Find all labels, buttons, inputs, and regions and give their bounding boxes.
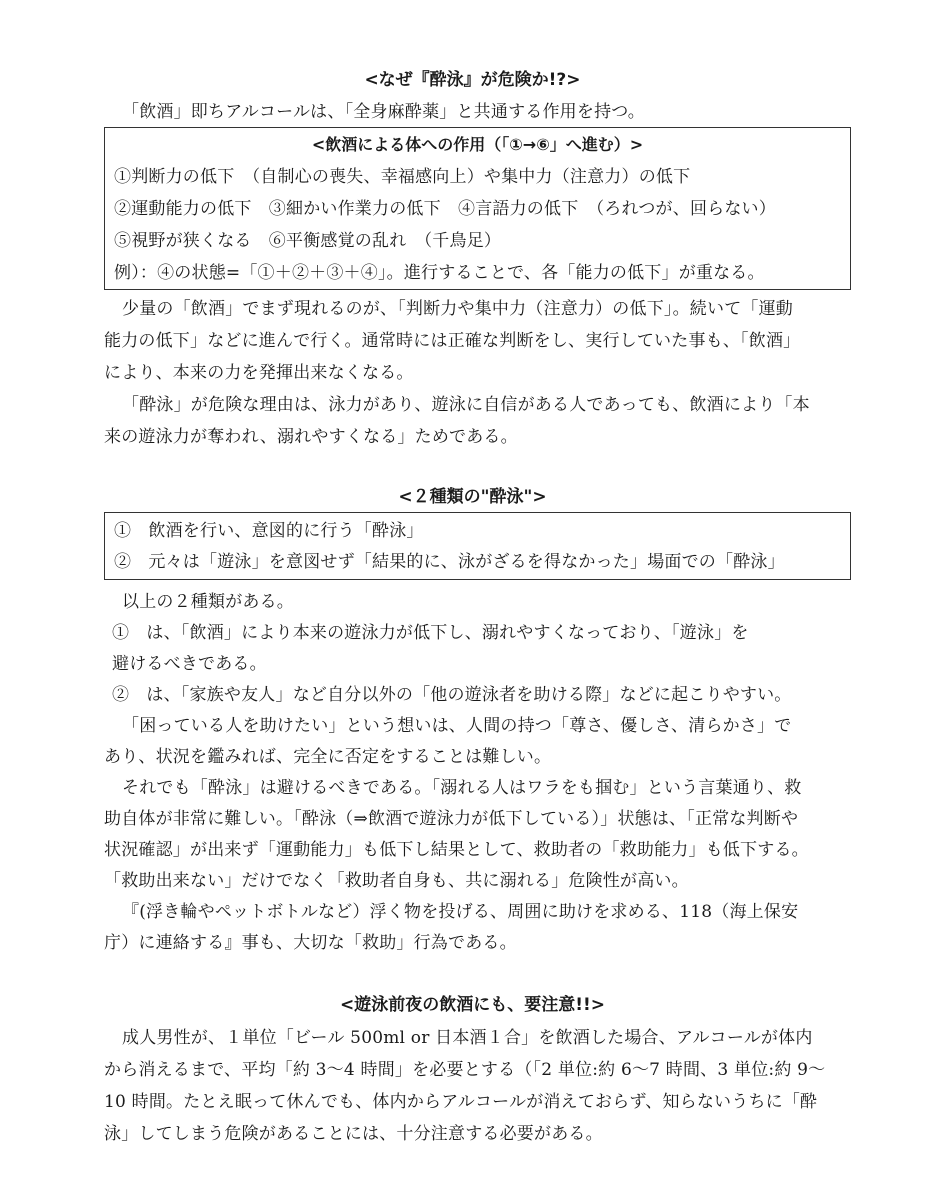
section2-paragraph-line: 状況確認」が出来ず「運動能力」も低下し結果として、救助者の「救助能力」も低下する。 [104, 840, 809, 860]
types-line-1: ① 飲酒を行い、意図的に行う「酔泳」 [114, 521, 424, 541]
section1-paragraph-line: 少量の「飲酒」でまず現れるのが、「判断力や集中力（注意力）の低下」。続いて「運動 [122, 299, 793, 319]
section1-paragraph-line: 能力の低下」などに進んで行く。通常時には正確な判断をし、実行していた事も、「飲酒」 [104, 331, 801, 351]
effects-line-3: ⑤視野が狭くなる ⑥平衡感覚の乱れ （千鳥足） [114, 231, 502, 251]
section3-paragraph-line: から消えるまで、平均「約 3～4 時間」を必要とする（「2 単位:約 6～7 時間、3 単位:約 9～ [104, 1060, 826, 1080]
types-box [104, 512, 851, 580]
effects-line-4: 例）：④の状態=「①＋②＋③＋④」。進行することで、各「能力の低下」が重なる。 [114, 263, 765, 283]
section1-heading: <なぜ『酔泳』が危険か!?> [364, 70, 581, 90]
section3-paragraph-line: 10 時間。たとえ眠って休んでも、体内からアルコールが消えておらず、知らないうちに「酔 [104, 1092, 818, 1112]
section1-paragraph-line: 来の遊泳力が奪われ、溺れやすくなる」ためである。 [104, 427, 518, 447]
section1-paragraph-line: 「酔泳」が危険な理由は、泳力があり、遊泳に自信がある人であっても、飲酒により「本 [122, 395, 810, 415]
section2-paragraph-line: 避けるべきである。 [112, 654, 267, 674]
section2-paragraph-line: ② は、「家族や友人」など自分以外の「他の遊泳者を助ける際」などに起こりやすい。 [112, 685, 792, 705]
types-line-2: ② 元々は「遊泳」を意図せず「結果的に、泳がざるを得なかった」場面での「酔泳」 [114, 552, 785, 572]
section1-intro: 「飲酒」即ちアルコールは、「全身麻酔薬」と共通する作用を持つ。 [122, 102, 645, 122]
section2-paragraph-line: 「困っている人を助けたい」という想いは、人間の持つ「尊さ、優しさ、清らかさ」で [122, 716, 792, 736]
section2-paragraph-line: それでも「酔泳」は避けるべきである。「溺れる人はワラをも掴む」という言葉通り、救 [122, 778, 802, 798]
section2-paragraph-line: あり、状況を鑑みれば、完全に否定をすることは難しい。 [104, 747, 552, 767]
section2-paragraph-line: 助自体が非常に難しい。「酔泳（⇒飲酒で遊泳力が低下している）」状態は、「正常な判断や [104, 809, 799, 829]
effects-line-2: ②運動能力の低下 ③細かい作業力の低下 ④言語力の低下 （ろれつが、回らない） [114, 199, 776, 219]
section2-paragraph-line: 「救助出来ない」だけでなく「救助者自身も、共に溺れる」危険性が高い。 [104, 871, 689, 891]
section3-paragraph-line: 泳」してしまう危険があることには、十分注意する必要がある。 [104, 1124, 603, 1144]
section2-paragraph-line: 庁）に連絡する』事も、大切な「救助」行為である。 [104, 933, 517, 953]
effects-line-1: ①判断力の低下 （自制心の喪失、幸福感向上）や集中力（注意力）の低下 [114, 167, 691, 187]
section2-paragraph-line: ① は、「飲酒」により本来の遊泳力が低下し、溺れやすくなっており、「遊泳」を [112, 623, 749, 643]
section2-paragraph-line: 以上の２種類がある。 [122, 592, 294, 612]
section2-heading: <２種類の"酔泳"> [398, 487, 547, 507]
section2-paragraph-line: 『(浮き輪やペットボトルなど）浮く物を投げる、周囲に助けを求める、118（海上保安 [122, 902, 799, 922]
section3-heading: <遊泳前夜の飲酒にも、要注意!!> [340, 995, 605, 1015]
effects-box [104, 127, 851, 290]
effects-box-title: <飲酒による体への作用（「①→⑥」へ進む）> [311, 135, 644, 154]
section1-paragraph-line: により、本来の力を発揮出来なくなる。 [104, 363, 414, 383]
section3-paragraph-line: 成人男性が、１単位「ビール 500ml or 日本酒１合」を飲酒した場合、アルコールが体内 [122, 1028, 813, 1048]
